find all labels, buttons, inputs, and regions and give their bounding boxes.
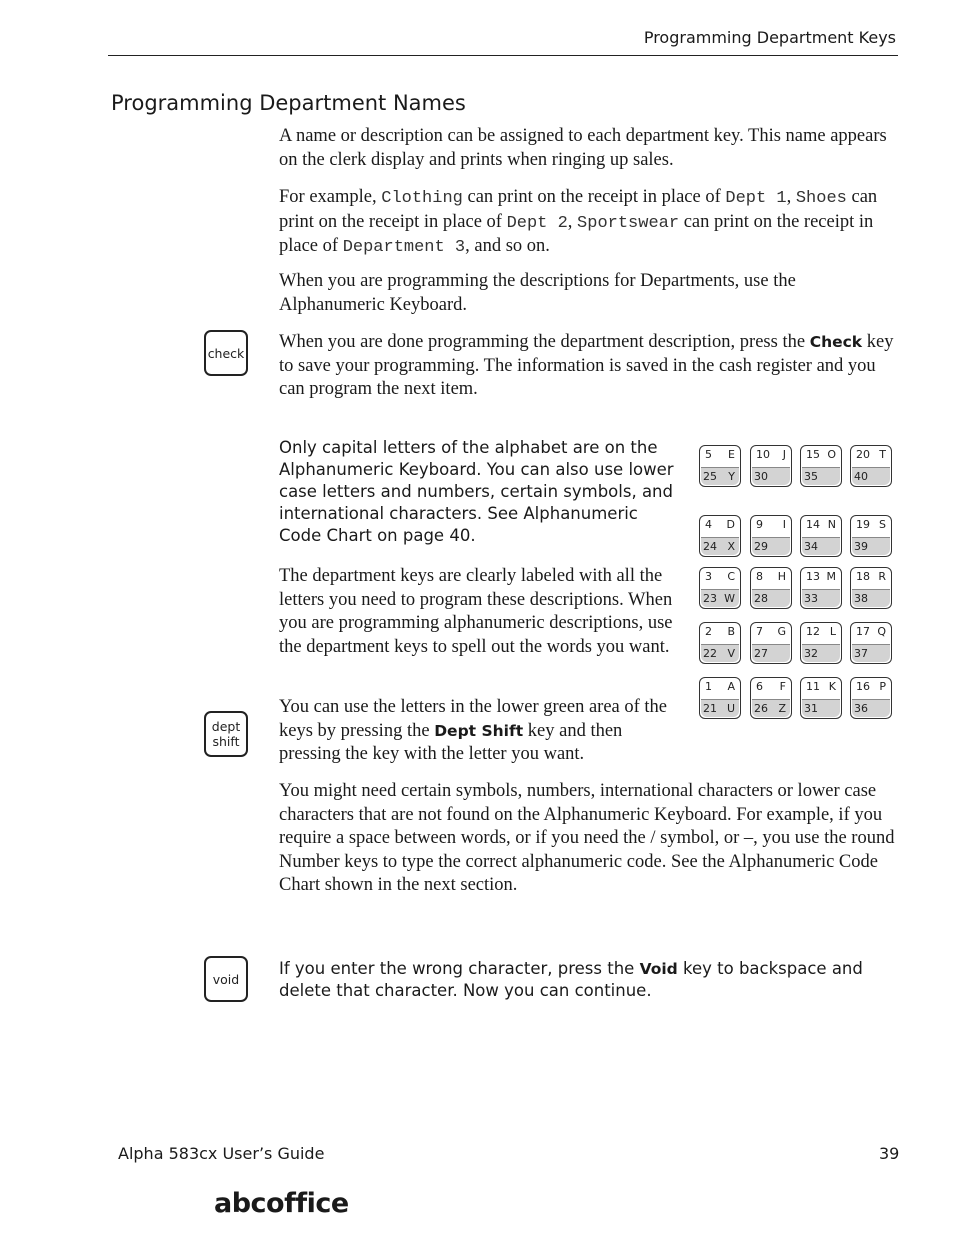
department-key <box>750 622 792 664</box>
key-label: A <box>727 680 735 693</box>
key-label: 19 <box>856 518 870 531</box>
key-label: 29 <box>754 540 768 553</box>
department-key <box>750 567 792 609</box>
key-label: 3 <box>705 570 712 583</box>
code-clothing: Clothing <box>381 189 463 208</box>
dept-shift-key-icon: dept shift <box>204 711 248 757</box>
section-title: Programming Department Names <box>111 91 466 115</box>
key-label: 11 <box>806 680 820 693</box>
key-label: 31 <box>804 702 818 715</box>
paragraph-void-key: If you enter the wrong character, press the Void key to backspace and delete that character. Now you can continue. <box>279 959 863 1000</box>
paragraph-check-key: When you are done programming the department description, press the Check key to save your programming. The information is saved in the cash register and you can program the next item. <box>279 332 894 399</box>
key-label: I <box>782 518 786 531</box>
key-label: H <box>777 570 786 583</box>
key-label: M <box>826 570 836 583</box>
department-key <box>699 515 741 557</box>
department-key <box>750 677 792 719</box>
key-label: F <box>779 680 786 693</box>
key-label: L <box>829 625 836 638</box>
paragraph-symbols: You might need certain symbols, numbers, international characters or lower case characters that are not found on the Alphanumeric Keyboard. For example, if you require a space between words, or if you need the / symbol, or –, you use the round Number keys to type the correct alphanumeric code. See the Alphanumeric Code Chart shown in the next section. <box>279 781 895 895</box>
key-label: 24 <box>703 540 717 553</box>
paragraph-intro: A name or description can be assigned to each department key. This name appears on the clerk display and prints when ringing up sales. <box>279 126 887 170</box>
department-key <box>699 677 741 719</box>
department-key <box>850 445 892 487</box>
key-label: 2 <box>705 625 712 638</box>
paragraph-alphanumeric-keyboard: When you are programming the descriptions for Departments, use the Alphanumeric Keyboard. <box>279 271 796 315</box>
key-label: 21 <box>703 702 717 715</box>
key-label: O <box>827 448 836 461</box>
department-key <box>750 445 792 487</box>
key-label: 35 <box>804 470 818 483</box>
department-key <box>699 622 741 664</box>
paragraph-department-keys: The department keys are clearly labeled with all the letters you need to program these descriptions. When you are programming alphanumeric descriptions, use the department keys to spell out the words you want. <box>279 566 673 657</box>
department-key <box>750 515 792 557</box>
key-label: J <box>782 448 786 461</box>
key-label: 18 <box>856 570 870 583</box>
key-label: 39 <box>854 540 868 553</box>
running-header: Programming Department Keys <box>643 28 896 47</box>
key-label: 36 <box>854 702 868 715</box>
key-label: 32 <box>804 647 818 660</box>
key-label: 38 <box>854 592 868 605</box>
key-label: E <box>728 448 735 461</box>
key-label: X <box>727 540 735 553</box>
header-rule <box>108 55 898 56</box>
key-label: 16 <box>856 680 870 693</box>
department-key <box>850 515 892 557</box>
key-label: 27 <box>754 647 768 660</box>
key-label: 7 <box>756 625 763 638</box>
check-key-label: Check <box>809 333 863 351</box>
key-label: 6 <box>756 680 763 693</box>
key-label: 37 <box>854 647 868 660</box>
department-key <box>850 677 892 719</box>
key-label: 13 <box>806 570 820 583</box>
key-label: Y <box>728 470 735 483</box>
key-label: 17 <box>856 625 870 638</box>
key-label: 34 <box>804 540 818 553</box>
key-label: 30 <box>754 470 768 483</box>
key-label: 14 <box>806 518 820 531</box>
key-label: 22 <box>703 647 717 660</box>
key-label: 25 <box>703 470 717 483</box>
code-dept-2: Dept 2 <box>506 213 568 233</box>
key-label: Z <box>778 702 786 715</box>
key-label: 33 <box>804 592 818 605</box>
department-key <box>800 567 842 609</box>
department-key <box>800 445 842 487</box>
department-key <box>800 677 842 719</box>
key-label: Q <box>877 625 886 638</box>
code-dept-1: Dept 1 <box>725 189 787 208</box>
paragraph-capital-letters: Only capital letters of the alphabet are on the Alphanumeric Keyboard. You can also use lower case letters and numbers, certain symbols, and international characters. See Alphanumeric Code Chart on page 40. <box>279 438 674 545</box>
department-key <box>699 567 741 609</box>
page-number: 39 <box>879 1144 900 1163</box>
department-key <box>850 622 892 664</box>
key-label: 12 <box>806 625 820 638</box>
footer-guide-title: Alpha 583cx User’s Guide <box>118 1144 325 1163</box>
code-department-3: Department 3 <box>342 238 466 257</box>
key-label: 23 <box>703 592 717 605</box>
key-label: 9 <box>756 518 763 531</box>
key-label: K <box>828 680 836 693</box>
key-label: P <box>879 680 886 693</box>
department-key <box>850 567 892 609</box>
key-label: 20 <box>856 448 870 461</box>
key-label: C <box>727 570 735 583</box>
code-shoes: Shoes <box>795 189 847 208</box>
paragraph-example: For example, Clothing can print on the receipt in place of Dept 1, Shoes can print on the receipt in place of Dept 2, Sportswear can print on the receipt in place of Department 3, and so on. <box>279 187 878 257</box>
code-sportswear: Sportswear <box>577 213 680 233</box>
check-key-icon: check <box>204 330 248 376</box>
key-label: N <box>827 518 836 531</box>
dept-shift-key-label: Dept Shift <box>434 721 524 740</box>
key-label: 1 <box>705 680 712 693</box>
key-label: 4 <box>705 518 712 531</box>
key-label: S <box>879 518 886 531</box>
key-label: U <box>726 702 735 715</box>
key-label: G <box>777 625 786 638</box>
key-label: R <box>878 570 886 583</box>
key-label: 5 <box>705 448 712 461</box>
key-label: 28 <box>754 592 768 605</box>
key-label: T <box>879 448 886 461</box>
void-key-label: Void <box>639 960 678 978</box>
key-label: V <box>727 647 735 660</box>
department-keypad-diagram <box>696 445 896 730</box>
key-label: 26 <box>754 702 768 715</box>
key-label: 15 <box>806 448 820 461</box>
void-key-icon: void <box>204 956 248 1002</box>
key-label: B <box>727 625 735 638</box>
key-label: D <box>726 518 735 531</box>
department-key <box>699 445 741 487</box>
key-label: W <box>724 592 735 605</box>
key-label: 40 <box>854 470 868 483</box>
paragraph-dept-shift: You can use the letters in the lower green area of the keys by pressing the Dept Shift key and then pressing the key with the letter you want. <box>279 697 668 764</box>
department-key <box>800 515 842 557</box>
brand-logo: abcoffice <box>214 1188 349 1219</box>
key-label: 8 <box>756 570 763 583</box>
department-key <box>800 622 842 664</box>
key-label: 10 <box>756 448 770 461</box>
